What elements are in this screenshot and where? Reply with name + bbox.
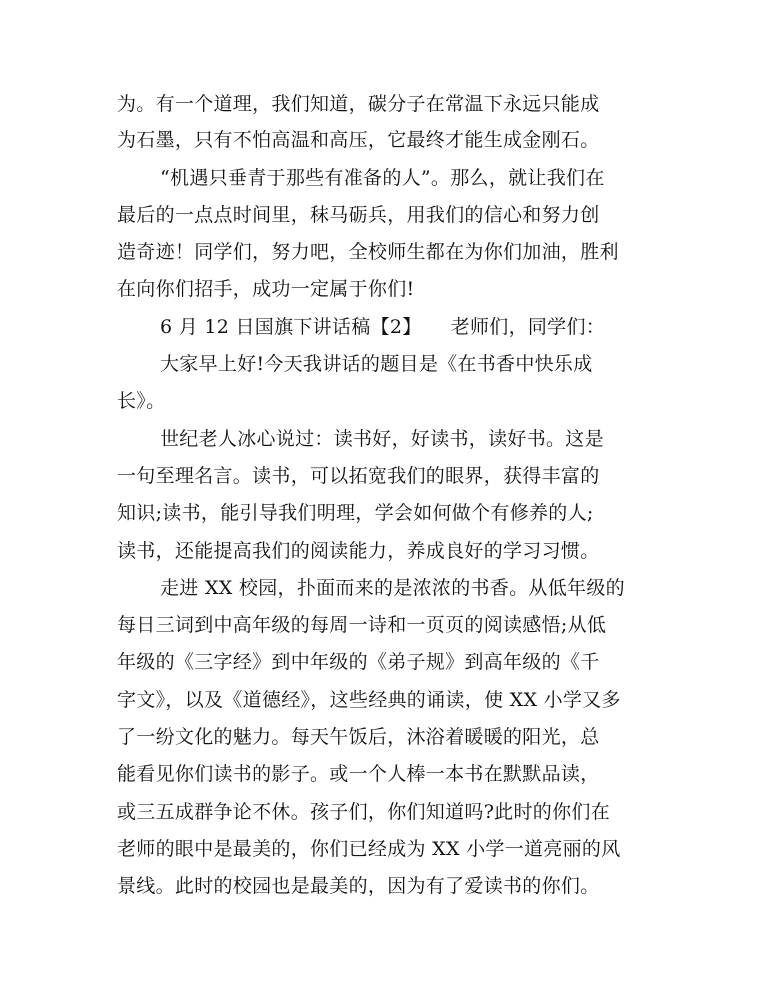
text-line-2: 为石墨，只有不怕高温和高压，它最终才能生成金刚石。: [117, 129, 600, 151]
text-line-1: 为。有一个道理，我们知道，碳分子在常温下永远只能成: [117, 93, 600, 115]
text-line-10: 世纪老人冰心说过：读书好，好读书，读好书。这是: [160, 428, 604, 450]
text-line-12: 知识;读书，能引导我们明理，学会如何做个有修养的人;: [117, 502, 594, 524]
text-line-19: 能看见你们读书的影子。或一个人棒一本书在默默品读，: [117, 763, 600, 785]
text-line-7: 6 月 12 日国旗下讲话稿【2】 老师们，同学们：: [160, 316, 606, 338]
text-line-16: 年级的《三字经》到中年级的《弟子规》到高年级的《千: [117, 651, 600, 673]
text-line-11: 一句至理名言。读书，可以拓宽我们的眼界，获得丰富的: [117, 465, 600, 487]
text-line-3: “机遇只垂青于那些有准备的人”。那么，就让我们在: [160, 167, 605, 189]
text-line-17: 字文》，以及《道德经》，这些经典的诵读，使 XX 小学又多: [117, 689, 621, 711]
text-line-9: 长》。: [117, 390, 166, 412]
text-line-18: 了一纷文化的魅力。每天午饭后，沐浴着暖暖的阳光，总: [117, 726, 600, 748]
text-line-13: 读书，还能提高我们的阅读能力，养成良好的学习习惯。: [117, 540, 600, 562]
text-line-20: 或三五成群争论不休。孩子们，你们知道吗?此时的你们在: [117, 801, 610, 823]
text-line-21: 老师的眼中是最美的，你们已经成为 XX 小学一道亮丽的风: [117, 838, 621, 860]
text-line-6: 在向你们招手，成功一定属于你们!: [117, 278, 415, 300]
text-line-5: 造奇迹！同学们，努力吧，全校师生都在为你们加油，胜利: [117, 241, 619, 263]
text-line-22: 景线。此时的校园也是最美的，因为有了爱读书的你们。: [117, 875, 600, 897]
text-line-14: 走进 XX 校园，扑面而来的是浓浓的书香。从低年级的: [160, 577, 625, 599]
text-line-15: 每日三词到中高年级的每周一诗和一页页的阅读感悟;从低: [117, 614, 607, 636]
text-line-4: 最后的一点点时间里，秣马砺兵，用我们的信心和努力创: [117, 204, 600, 226]
text-line-8: 大家早上好!今天我讲话的题目是《在书香中快乐成: [160, 353, 593, 375]
